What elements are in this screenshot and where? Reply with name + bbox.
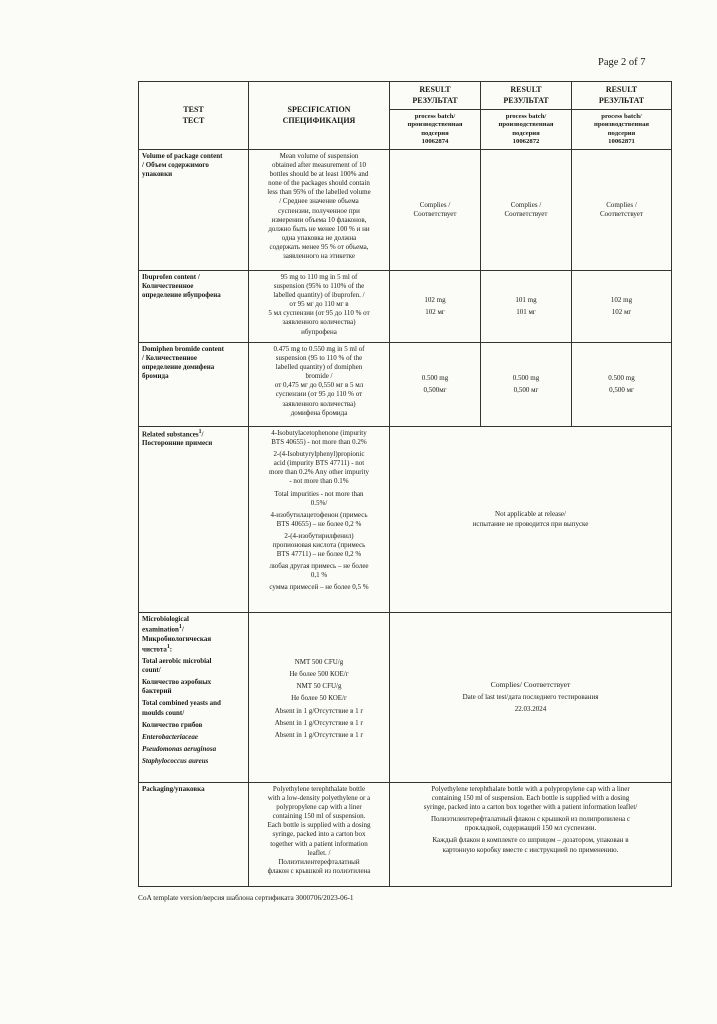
spec-packaging: Polyethylene terephthalate bottle with a low-density polyethylene or a polypropylene cap with a liner containing 150 ml of suspension. Each bottle is supplied with a dosing syringe, packed into a carton box together with a patient information leaflet. / Полиэтилентерефталатный флакон с крышкой из полиэтилена <box>249 783 390 887</box>
result-volume-1: Complies / Соответствует <box>390 150 481 271</box>
result-ibuprofen-1: 102 mg 102 мг <box>390 271 481 343</box>
result-ibuprofen-3: 102 mg 102 мг <box>572 271 672 343</box>
batch-header-3: process batch/ производственная подсерия 10062871 <box>572 110 672 150</box>
result-domiphen-1: 0.500 mg 0,500мг <box>390 343 481 427</box>
test-name-volume: Volume of package content / Объем содержимого упаковки <box>139 150 249 271</box>
row-related-substances <box>139 427 672 613</box>
result-volume-2: Complies / Соответствует <box>481 150 572 271</box>
result-domiphen-2: 0.500 mg 0,500 мг <box>481 343 572 427</box>
specification-header: SPECIFICATION СПЕЦИФИКАЦИЯ <box>249 82 390 150</box>
result-related: Not applicable at release/ испытание не проводится при выпуске <box>390 427 672 613</box>
result-header-2: RESULT РЕЗУЛЬТАТ <box>481 82 572 110</box>
result-domiphen-3: 0.500 mg 0,500 мг <box>572 343 672 427</box>
template-version-footer: CoA template version/версия шаблона сертификата 3000706/2023-06-1 <box>138 893 354 902</box>
test-name-micro: Microbiological examination$^1$/ Микробиологическая чистота$^1$: Total aerobic microbial count/ Количество аэробных бактерий Total combined yeasts and moulds count/ Количество грибов Enterobacteriaceae Pseudomonas aeruginosa Staphylococcus aureus <box>139 613 249 783</box>
result-packaging: Polyethylene terephthalate bottle with a polypropylene cap with a liner containing 150 ml of suspension. Each bottle is supplied with a dosing syringe, packed into a carton box together with a patient information leaflet/ Полиэтилентерефталатный флакон с крышкой из полипропилена с прокладкой, содержащий 150 мл суспензии. Каждый флакон в комплекте со шприцом – дозатором, упакован в картонную коробку вместе с инструкцией по применению. <box>390 783 672 887</box>
test-name-domiphen: Domiphen bromide content / Количественное определение домифена бромида <box>139 343 249 427</box>
coa-results-table <box>138 81 672 887</box>
spec-micro: NMT 500 CFU/g Не более 500 КОЕ/г NMT 50 CFU/g Не более 50 КОЕ/г Absent in 1 g/Отсутствие в 1 г Absent in 1 g/Отсутствие в 1 г Absent in 1 g/Отсутствие в 1 г <box>249 613 390 783</box>
batch-header-1: process batch/ производственная подсерия 10062874 <box>390 110 481 150</box>
test-name-ibuprofen: Ibuprofen content / Количественное определение ибупрофена <box>139 271 249 343</box>
test-name-related: Related substances$^1$/ Посторонние примеси <box>139 427 249 613</box>
test-header: TEST ТЕСТ <box>139 82 249 150</box>
result-header-3: RESULT РЕЗУЛЬТАТ <box>572 82 672 110</box>
spec-domiphen: 0.475 mg to 0.550 mg in 5 ml of suspension (95 to 110 % of the labelled quantity) of domiphen bromide / от 0,475 мг до 0,550 мг в 5 мл суспензии (от 95 до 110 % от заявленного количества) домифена бромида <box>249 343 390 427</box>
row-ibuprofen <box>139 271 672 343</box>
row-domiphen <box>139 343 672 427</box>
result-volume-3: Complies / Соответствует <box>572 150 672 271</box>
spec-related: 4-Isobutylacetophenone (impurity BTS 40655) - not more than 0.2% 2-(4-Isobutyrylphenyl)propionic acid (impurity BTS 47711) - not more than 0.2% Any other impurity - not more than 0.1% Total impurities - not more than 0.5%/ 4-изобутилацетофенон (примесь BTS 40655) – не более 0,2 % 2-(4-изобутирилфенил) пропионовая кислота (примесь BTS 47711) – не более 0,2 % любая другая примесь – не более 0,1 % сумма примесей – не более 0,5 % <box>249 427 390 613</box>
batch-header-2: process batch/ производственная подсерия 10062872 <box>481 110 572 150</box>
result-ibuprofen-2: 101 mg 101 мг <box>481 271 572 343</box>
result-header-1: RESULT РЕЗУЛЬТАТ <box>390 82 481 110</box>
test-name-packaging: Packaging/упаковка <box>139 783 249 887</box>
row-volume <box>139 150 672 271</box>
spec-volume: Mean volume of suspension obtained after measurement of 10 bottles should be at least 100% and none of the packages should contain less than 95% of the labelled volume / Среднее значение объема суспензии, полученное при измерении объема 10 флаконов, должно быть не менее 100 % и ни одна упаковка не должна содержать менее 95 % от объема, заявленного на этикетке <box>249 150 390 271</box>
row-microbiological <box>139 613 672 783</box>
row-packaging <box>139 783 672 887</box>
spec-ibuprofen: 95 mg to 110 mg in 5 ml of suspension (95% to 110% of the labelled quantity) of ibuprofen. / от 95 мг до 110 мг в 5 мл суспензии (от 95 до 110 % от заявленного количества) ибупрофена <box>249 271 390 343</box>
result-micro: Complies/ Соответствует Date of last test/дата последнего тестирования 22.03.2024 <box>390 613 672 783</box>
page-number: Page 2 of 7 <box>598 57 646 68</box>
